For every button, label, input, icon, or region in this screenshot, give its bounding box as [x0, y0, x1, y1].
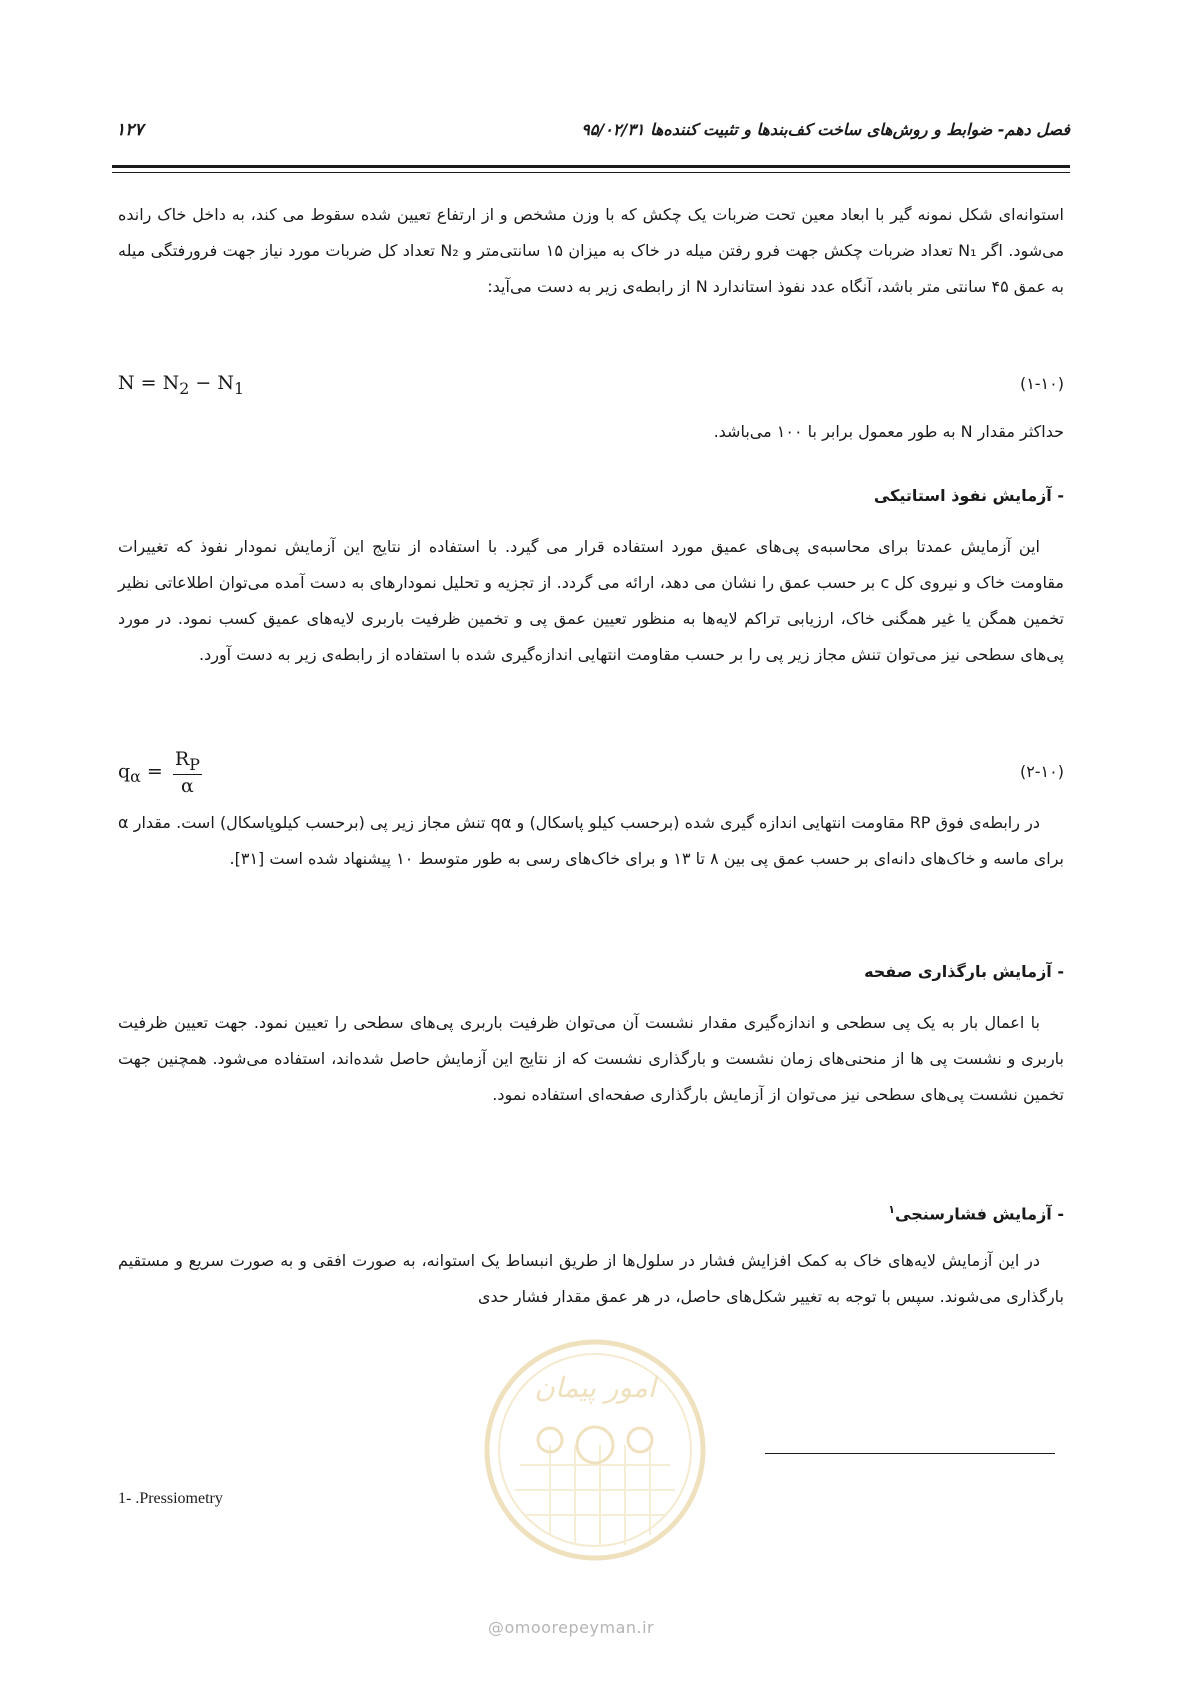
footnote-rule: [765, 1453, 1055, 1454]
page-number: ۱۲۷: [116, 120, 144, 140]
equation-2-row: [118, 742, 1064, 798]
watermark-url: @omoorepeyman.ir: [488, 1618, 655, 1637]
page-header: [112, 120, 1070, 150]
paragraph-max-n: حداکثر مقدار N به طور معمول برابر با ۱۰۰ می‌باشد.: [713, 422, 1064, 441]
equation-2-formula: $q_\alpha$ = $\frac{R_P}{\alpha}$: [118, 748, 200, 797]
footnote-text: 1- .Pressiometry: [118, 1490, 223, 1507]
paragraph-formula-explanation: در رابطه‌ی فوق RP مقاومت انتهایی اندازه گیری شده (برحسب کیلو پاسکال) و qα تنش مجاز زیر پی (برحسب کیلوپاسکال) است. مقدار α برای ماسه و خاک‌های دانه‌ای بر حسب عمق پی بین ۸ تا ۱۳ و برای خاک‌های رسی به طور متوسط ۱۰ پیشنهاد شده است [۳۱].: [118, 813, 1064, 868]
svg-text:امور پیمان: امور پیمان: [534, 1371, 656, 1404]
footnote-mark: ۱: [888, 1203, 896, 1216]
equation-1-row: [118, 366, 1064, 410]
paragraph-pressuremeter: در این آزمایش لایه‌های خاک به کمک افزایش فشار در سلول‌ها از طریق انبساط یک استوانه، به صورت افقی و به صورت سریع و مستقیم بارگذاری می‌شوند. سپس با توجه به تغییر شکل‌های حاصل، در هر عمق مقدار فشار حدی: [118, 1251, 1064, 1306]
header-rule-thin: [112, 172, 1070, 173]
paragraph-spt-description: استوانه‌ای شکل نمونه گیر با ابعاد معین تحت ضربات یک چکش که با وزن مشخص و از ارتفاع تعیین شده سقوط می کند، به داخل خاک رانده می‌شود. اگر N₁ تعداد ضربات چکش جهت فرو رفتن میله در خاک به میزان ۱۵ سانتی‌متر و N₂ تعداد کل ضربات مورد نیاز جهت فرورفتگی میله به عمق ۴۵ سانتی متر باشد، آنگاه عدد نفوذ استاندارد N از رابطه‌ی زیر به دست می‌آید:: [118, 205, 1065, 296]
equation-1-number: (۱-۱۰): [1019, 374, 1064, 393]
heading-plate-load: - آزمایش بارگذاری صفحه: [864, 962, 1064, 981]
header-rule-thick: [112, 165, 1070, 168]
paragraph-static-penetration: این آزمایش عمدتا برای محاسبه‌ی پی‌های عمیق مورد استفاده قرار می گیرد. با استفاده از نتایج این آزمایش نمودار نفوذ که تغییرات مقاومت خاک و نیروی کل c بر حسب عمق را نشان می دهد، ارائه می گردد. از تجزیه و تحلیل نمودارهای به دست آمده می‌توان اطلاعاتی نظیر تخمین همگن یا غیر همگنی خاک، ارزیابی تراکم لایه‌ها به منظور تعیین عمق پی و تخمین ظرفیت باربری لایه‌های عمیق کسب نمود. در مورد پی‌های سطحی نیز می‌توان تنش مجاز زیر پی را بر حسب مقاومت انتهایی اندازه‌گیری شده با استفاده از رابطه‌ی زیر به دست آورد.: [118, 537, 1065, 664]
equation-1-formula: $N = N_2 - N_1$: [118, 372, 245, 398]
chapter-title: فصل دهم- ضوابط و روش‌های ساخت کف‌بندها و تثبیت کننده‌ها ۹۵/۰۲/۳۱: [581, 120, 1070, 139]
equation-2-number: (۲-۱۰): [1019, 762, 1064, 781]
paragraph-plate-load: با اعمال بار به یک پی سطحی و اندازه‌گیری مقدار نشست آن می‌توان ظرفیت باربری پی‌های سطحی را تعیین نمود. جهت تعیین ظرفیت باربری و نشست پی ها از منحنی‌های زمان نشست و بارگذاری نشست که از نتایج این آزمایش حاصل شده‌اند، استفاده می‌شود. همچنین جهت تخمین نشست پی‌های سطحی نیز می‌توان از آزمایش بارگذاری صفحه‌ای استفاده نمود.: [118, 1013, 1064, 1104]
heading-static-penetration: - آزمایش نفوذ استاتیکی: [873, 486, 1064, 505]
heading-pressuremeter: - آزمایش فشارسنجی$^۱$: [888, 1203, 1064, 1224]
watermark-logo: [480, 1335, 710, 1565]
